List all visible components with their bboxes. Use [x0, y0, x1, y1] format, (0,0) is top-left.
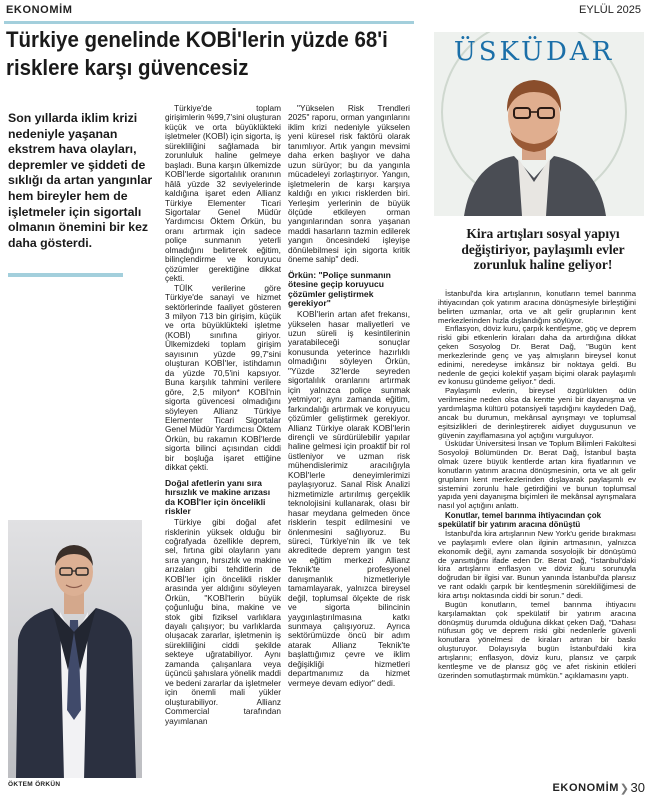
issue-date: EYLÜL 2025 — [579, 4, 641, 16]
article-column-2 — [288, 104, 410, 688]
photo-caption: ÖKTEM ÖRKÜN — [8, 781, 61, 788]
top-accent-rule — [4, 21, 414, 24]
body-paragraph: Türkiye gibi doğal afet risklerinin yüksek olduğu bir coğrafyada özellikle deprem, sel, fırtına gibi olayların yanı sıra yangın, hırsızlık ve makine arızaları gibi tehditlerin de KOBİ'ler için öncelikli riskler arasında yer aldığını söyleyen Örkün, "KOBİ'lerin büyük çoğunluğu bina, makine ve stok gibi fiziksel varlıklara dayalı çalışıyor; bu varlıklarda oluşacak zararlar, işletmenin iş sürekliliğini ciddi şekilde sekteye uğratabiliyor. Aynı zamanda çalışanlara veya üçüncü şahıslara yönelik maddi ve bedeni zararlar da işletmeler için önemli mali yükler oluşturabiliyor. Allianz Commercial tarafından yayımlanan — [165, 517, 281, 726]
section-name: EKONOMİM — [6, 4, 73, 16]
uskudar-sign-text: ÜSKÜDAR — [453, 37, 615, 67]
body-paragraph: Paylaşımlı evlerin, bireysel özgürlükten ödün verilmesine neden olsa da kentte yeni bir dayanışma ve yardımlaşma kültürü potansiyeli taşıdığını kaydeden Dağ, ancak bu durumun, mekânsal ayrışmayı ve toplumsal eşitsizlikleri de derinleştirerek aidiyet duygusunun ve güvenin zayıflamasına yol açtığını vurguluyor. — [438, 386, 636, 440]
portrait-photo-berat-dag — [434, 32, 644, 216]
body-paragraph: Enflasyon, döviz kuru, çarpık kentleşme, göç ve deprem riski gibi etkenlerin kiraları daha da artırdığına dikkat çeken Sosyolog Dr. Berat Dağ, "Bugün kent merkezlerinde genç ve yaş almışların bireysel konut edinimi, neredeyse imkânsız bir noktaya geldi. Bu nedenle de geçici kolektif yaşam biçimi olarak paylaşımlı ev konusu gündeme geliyor." dedi. — [438, 324, 636, 387]
footer-section-name: EKONOMİM — [552, 782, 619, 794]
article-subhead: Örkün: "Poliçe sunmanın ötesine geçip koruyucu çözümler geliştirmek gerekiyor" — [288, 269, 391, 309]
article-lede: Son yıllarda iklim krizi nedeniyle yaşanan ekstrem hava olayları, depremler ve şiddeti de sıklığı da artan yangınlar hem bireyler hem de işletmeler için sigortalı olmanın önemini bir kez daha gösterdi. — [8, 111, 153, 250]
chevron-right-icon: ❯ — [619, 783, 629, 795]
body-paragraph: Bugün konutların, temel barınma ihtiyacını karşılamaktan çok spekülatif bir yatırım aracına dönüşmüş durumda olduğuna dikkat çeken Dağ, "Dahası nüfusun göç ve deprem riski gibi nedenlerle güvenli konutlara yönelmesi de kiraları artıran bir baskı oluşturuyor. Dolayısıyla bugün İstanbul'daki kira artışlarını; enflasyon, döviz kuru, plansız ve çarpık kentleşme ve de plansız göç ve afet riskinin etkileri üzerinden somutlaştırmak mümkün." açıklamasını yaptı. — [438, 599, 636, 680]
body-paragraph: KOBİ'lerin artan afet frekansı, yükselen hasar maliyetleri ve uzun süreli iş kesintilerinin yaratabileceği sonuçlar konusunda yeterince hazırlıklı olmadığını söyleyen Örkün, "Yüzde 32'lerde seyreden sigortalılık oranlarını artırmak için yalnızca poliçe sunmak yetmiyor; aynı zamanda eğitim, farkındalığı artırmak ve koruyucu çözümler geliştirmek gerekiyor. Allianz Türkiye olarak KOBİ'lerin dirençli ve sürdürülebilir yapılar haline gelmesi için proaktif bir rol üstleniyor ve uzman risk mühendislerimiz aracılığıyla KOBİ'lerle deneyimlerimizi paylaşıyoruz. Sanal Risk Analizi hizmetimizle artırılmış gerçeklik teknolojisini kullanarak, olası bir hasar meydana gelmeden önce risklerin tespit edilmesini ve önlenmesini sağlıyoruz. Bu süreci, Türkiye'nin ilk ve tek akreditede deprem yangın test ve eğitim merkezi Allianz Teknik'te profesyonel danışmanlık hizmetleriyle tamamlayarak, yalnızca bireysel değil, toplumsal ölçekte de risk ve sigorta bilincinin yaygınlaştırılmasına katkı sunmaya çalışıyoruz. Ayrıca sektörümüzde öncü bir adım atarak Allianz Teknik'te başlattığımız çevre ve iklim değişikliği hizmetleri departmanımız da hizmet vermeye devam ediyor" dedi. — [288, 309, 410, 688]
body-paragraph: İstanbul'da kira artışlarının, konutların temel barınma ihtiyacından çok yatırım aracına dönüşmesiyle birleştiğini belirten uzmanlar, orta ve alt gelir gruplarının kent merkezlerinden hızla dışlandığını söylüyor. — [438, 289, 636, 325]
portrait-illustration — [434, 32, 644, 216]
body-paragraph: Türkiye'de toplam girişimlerin %99,7'sini oluşturan küçük ve orta büyüklükteki işletmeler (KOBİ) için sigorta, iş sürekliliğini sağlamada bir zorunluluk haline gelmeye başladı. Buna karşın ülkemizde KOBİ'lerde sigortalılık oranının hâlâ yüzde 32 seviyelerinde kaldığına işaret eden Allianz Türkiye Elementer Ticari Sigortalar Genel Müdür Yardımcısı Öktem Örkün, bu oranı artırmak için sadece poliçe sunmanın yeterli olmadığını belirterek eğitim, bilinçlendirme ve koruyucu çözümler gerektiğine dikkat çekti. — [165, 103, 281, 284]
article-column-1 — [165, 104, 281, 726]
page-number: 30 — [630, 780, 645, 795]
body-paragraph: TÜİK verilerine göre Türkiye'de sanayi ve hizmet sektörlerinde faaliyet gösteren 3 milyon 713 bin girişim, küçük ve orta büyüklükteki işletme (KOBİ) sınıfına giriyor. Ülkemizdeki toplam girişim sayısının yüzde 99,7'sini oluşturan KOBİ'ler, istihdamın da yüzde 70,5'ini kapsıyor. Buna karşılık tahmini verilere göre, 2,5 milyon* KOBİ'nin sigorta güvencesi olmadığını söyleyen Allianz Türkiye Elementer Ticari Sigortalar Genel Müdür Yardımcısı Öktem Örkün, bu rakamın KOBİ'lerde sigorta bilinci açısından ciddi bir boşluğa işaret ettiğine dikkat çekti. — [165, 282, 281, 473]
body-paragraph: Üsküdar Üniversitesi İnsan ve Toplum Bilimleri Fakültesi Sosyoloji Bölümünden Dr. Berat Dağ, İstanbul başta olmak üzere büyük kentlerde artan kira fiyatlarının ve konutların yatırım aracına dönüşmesinin, orta ve alt gelir grupların kent merkezlerinden dışlayarak paylaşımlı ev sistemini zorunlu hale getirdiğini ve bunun toplumsal yapıda yeni dayanışma biçimleri ile mekânsal ayrışmalara nasıl yol açtığını anlattı. — [438, 439, 636, 511]
body-paragraph: İstanbul'da kira artışlarının New York'u geride bırakması ve paylaşımlı evlere olan ilginin artmasının, yalnızca ekonomik değil, aynı zamanda sosyolojik bir dönüşümü de yansıttığını ifade eden Dr. Berat Dağ, "İstanbul'daki kira artışlarını enflasyon ve döviz kuru sorunuyla doğrudan bir ilgisi var. Bunun yanında İstanbul'da plansız ve rant odaklı çarpık bir kentleşmenin sürekliliğimesi de kira artışı noktasında ciddi bir sorun." dedi. — [438, 529, 636, 600]
lede-accent-rule — [8, 273, 123, 277]
body-paragraph: "Yükselen Risk Trendleri 2025" raporu, orman yangınlarını iklim krizi nedeniyle yükselen yeni küresel risk faktörü olarak tanımlıyor. Artık yangın mevsimi daha erken başlıyor ve daha uzun sürüyor; bu da yangınla mücadeleyi zorlaştırıyor. Yangın, işletmelerin de karşı karşıya kaldığı en yıkıcı risklerden biri. Yerleşim yerlerinin de büyük ölçüde etkileyen orman yangınlarından sonra yaşanan maddi hasarların tazmin edilerek yangın öncesindeki işleyişe dönülebilmesi için sigorta kritik öneme sahip" dedi. — [288, 103, 410, 265]
side-article-column — [438, 290, 636, 680]
portrait-photo-oktem-orkun — [8, 520, 142, 778]
side-article-subhead: Konutlar, temel barınma ihtiyacından çok spekülatif bir yatırım aracına dönüştü — [438, 511, 602, 530]
article-subhead: Doğal afetlerin yanı sıra hırsızlık ve makine arızası da KOBİ'ler için öncelikli riskler — [165, 477, 271, 517]
portrait-illustration — [8, 520, 142, 778]
side-article-headline: Kira artışları sosyal yapıyı değiştiriyor, paylaşımlı evler zorunluk haline geliyor! — [461, 226, 625, 272]
main-headline: Türkiye genelinde KOBİ'lerin yüzde 68'i risklere karşı güvencesiz — [6, 27, 388, 80]
